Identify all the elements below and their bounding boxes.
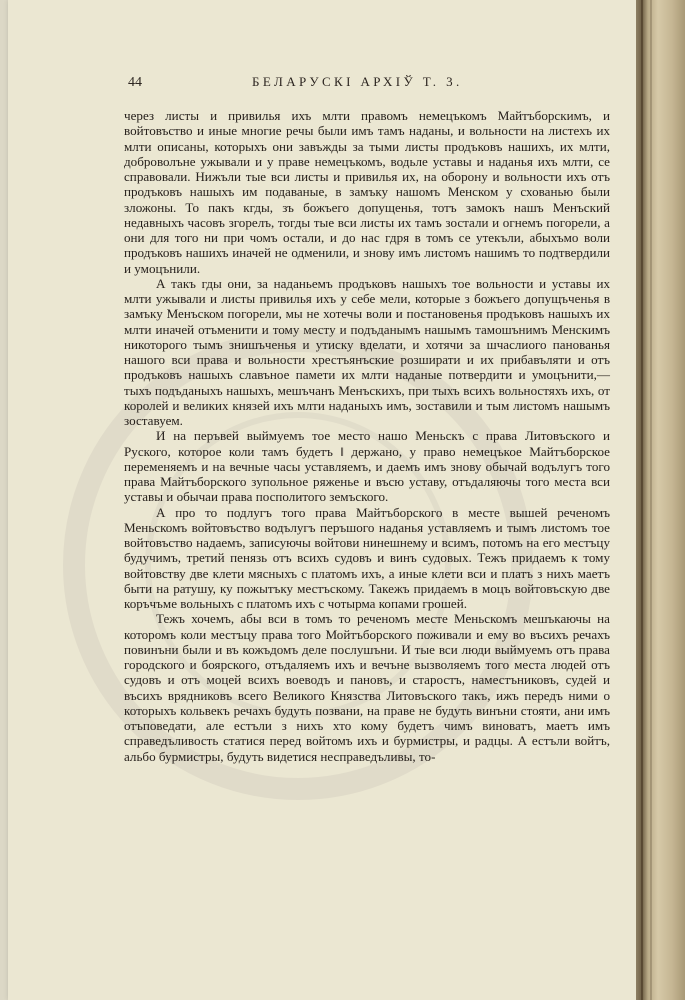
- paragraph: через листы и привилья ихъ млти правомъ немецъкомъ Майтъборскимъ, и войтовъство и иные многие речы были имъ тамъ наданы, и вольности на листехъ их млти описаны, которыхъ они завъжды за тыми листы продъковъ нашихъ, их млти, доброволъне ужывали и у праве немецъкомъ, водьле уставы и наданья ихъ млти, се справовали. Нижъли тые вси листы и привилья их, на оборону и вольности ихъ отъ продъковъ нашыхъ им подаваные, в замъку нашомъ Менском у схованью были зложоны. То пакъ кгды, зъ божъего допущенья, тотъ замокъ нашъ Менъский недавныхъ часовъ згорелъ, тогды тые вси листы их тамъ зостали и огнемъ погорели, а они для того ни при чомъ остали, и до нас гдря в томъ се утекъли, абыхъмо воли продъковъ нашихъ иначей не одменили, и знову имъ листомъ нашимъ то подтвердили и умоцънили.: [124, 108, 610, 276]
- page-body-text: [124, 108, 610, 764]
- spine-crease: [650, 0, 652, 1000]
- book-page: [8, 0, 636, 1000]
- page-header: [128, 74, 608, 91]
- page-number: 44: [128, 75, 142, 90]
- paragraph: А такъ гды они, за наданьемъ продъковъ нашыхъ тое вольности и уставы их млти ужывали и листы привилья ихъ у себе мели, которые з божъего допущъченья в замъку Менъском погорели, мы не хотечы воли и постановенья продъковъ нашыхъ их млти иначей отъменити и тому месту и подъданымъ нашымъ тамошънимъ Менскимъ никоторого тымъ знишъченья и утиску вделати, и хотячи за шчаслиого панованья нашого вси права и вольности хрестъянъские розширати и их прибавъляти и отъ продъковъ нашыхъ славъное памети их млти наданые потвердити и умоцънити,—тыхъ подъданыхъ нашыхъ, мешъчанъ Менъскихъ, при тыхъ всихъ вольностяхъ ихъ, от королей и великих князей ихъ млти наданыхъ имъ, зоставили и тым листомъ нашымъ зоставуем.: [124, 275, 610, 428]
- book-spine-edge: [636, 0, 685, 1000]
- paragraph: А про то подлугъ того права Майтъборского в месте вышей реченомъ Меньскомъ войтовъство водълугъ перъшого наданья уставляемъ и тымъ листомъ тое войтовъство надаемъ, записуючы войтови нинешнему и всимъ, потомъ на его местъцу будучимъ, третий пенязь отъ всихъ судовъ и винъ судовых. Тежъ придаемъ к тому войтовству две клети мясныхъ с платомъ ихъ, а иные клети вси и платъ з нихъ маетъ быти на ратушу, ку пожытъку местъскому. Такежъ придаемъ в моцъ войтовъскую две коръчъме вольныхъ с платомъ ихъ с чотырма копами грошей.: [124, 504, 610, 611]
- paragraph: Тежъ хочемъ, абы вси в томъ то реченомъ месте Меньскомъ мешъкаючы на которомъ коли местъцу права того Мойтъборского поживали и ему во въсихъ речахъ повинъни были и въ кожъдомъ деле послушъни. И тые вси люди выймуемъ отъ права городского и боярского, отъдаляемъ ихъ и вечъне вызволяемъ того места людей отъ судовъ и отъ моцей всихъ воеводъ и пановъ, и старостъ, наместъниковъ, судей и въсихъ врядниковъ всего Великого Князства Литовъского такъ, ижъ передъ ними о которыхъ кольвекъ речахъ будуть позвани, на праве не будуть винъни стояти, ани имъ отъповедати, але естъли з нихъ хто кому будетъ чимъ виноватъ, маетъ имъ справедъливость статися перед войтомъ ихъ и бурмистры, и радцы. А естъли войтъ, альбо бурмистры, будуть видетися несправедъливы, то-: [124, 611, 610, 764]
- running-title: БЕЛАРУСКІ АРХІЎ Т. 3.: [252, 74, 463, 89]
- paragraph: И на перъвей выймуемъ тое место нашо Меньскъ с права Литовъского и Руского, которое коли тамъ будетъ ‖ держано, у право немецъкое Майтъборское переменяемъ и на вечные часы уставляемъ, и даемъ имъ знову обычай водълугъ того права Майтъборского зупольное ряженье и въсю уставу, отъдаляючы того места вси уставы и обычаи права посполитого земъского.: [124, 428, 610, 505]
- spine-crease: [641, 0, 643, 1000]
